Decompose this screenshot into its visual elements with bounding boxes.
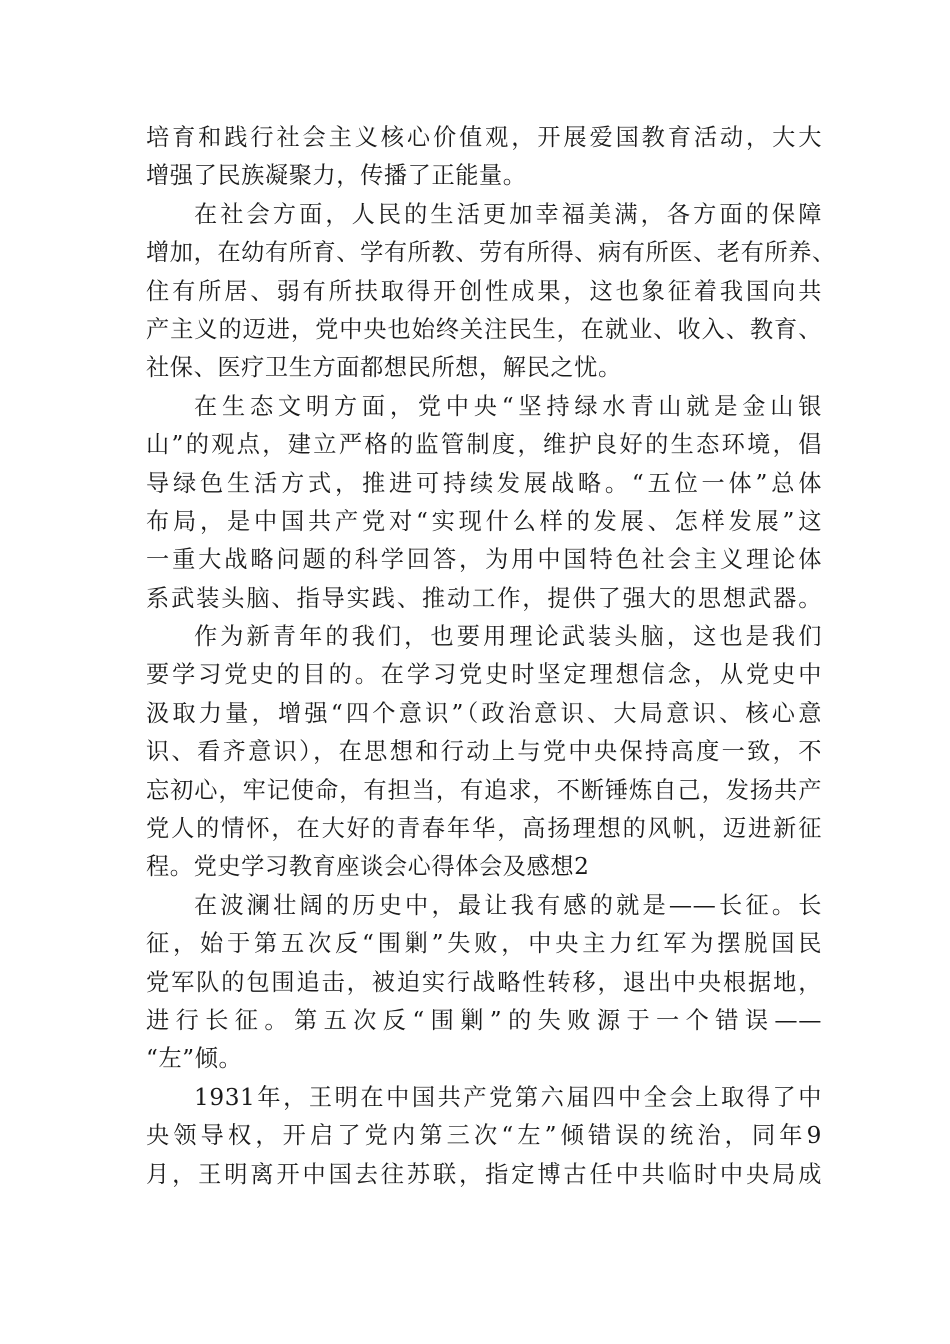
- text-line: 月，王明离开中国去往苏联，指定博古任中共临时中央局成: [146, 1160, 822, 1188]
- paragraph-start-line: 1931年，王明在中国共产党第六届四中全会上取得了中: [194, 1083, 822, 1111]
- text-line: 增加，在幼有所育、学有所教、劳有所得、病有所医、老有所养、: [146, 239, 836, 267]
- text-line: 布局，是中国共产党对“实现什么样的发展、怎样发展”这: [146, 507, 822, 535]
- text-line: 进行长征。第五次反“围剿”的失败源于一个错误——: [146, 1006, 822, 1034]
- text-line: 党军队的包围追击，被迫实行战略性转移，退出中央根据地，: [146, 968, 822, 996]
- paragraph-start-line: 作为新青年的我们，也要用理论武装头脑，这也是我们: [194, 623, 822, 651]
- text-line: 汲取力量，增强“四个意识”（政治意识、大局意识、核心意: [146, 699, 822, 727]
- text-line: 程。党史学习教育座谈会心得体会及感想2: [146, 853, 590, 881]
- text-line: “左”倾。: [146, 1045, 243, 1073]
- text-line: 党人的情怀，在大好的青春年华，高扬理想的风帆，迈进新征: [146, 815, 822, 843]
- text-line: 住有所居、弱有所扶取得开创性成果，这也象征着我国向共: [146, 277, 822, 305]
- paragraph-start-line: 在生态文明方面，党中央“坚持绿水青山就是金山银: [194, 392, 822, 420]
- text-line: 识、看齐意识），在思想和行动上与党中央保持高度一致，不: [146, 738, 822, 766]
- text-line: 产主义的迈进，党中央也始终关注民生，在就业、收入、教育、: [146, 315, 822, 343]
- text-line: 社保、医疗卫生方面都想民所想，解民之忧。: [146, 354, 622, 382]
- text-line: 央领导权，开启了党内第三次“左”倾错误的统治，同年9: [146, 1122, 822, 1150]
- paragraph-start-line: 在波澜壮阔的历史中，最让我有感的就是——长征。长: [194, 891, 822, 919]
- text-line: 征，始于第五次反“围剿”失败，中央主力红军为摆脱国民: [146, 930, 822, 958]
- paragraph-start-line: 在社会方面，人民的生活更加幸福美满，各方面的保障: [194, 200, 822, 228]
- text-line: 系武装头脑、指导实践、推动工作，提供了强大的思想武器。: [146, 584, 822, 612]
- text-line: 一重大战略问题的科学回答，为用中国特色社会主义理论体: [146, 546, 822, 574]
- document-page: [146, 119, 836, 1194]
- text-line: 培育和践行社会主义核心价值观，开展爱国教育活动，大大: [146, 124, 822, 151]
- text-line: 要学习党史的目的。在学习党史时坚定理想信念，从党史中: [146, 661, 822, 689]
- text-line: 忘初心，牢记使命，有担当，有追求，不断锤炼自己，发扬共产: [146, 776, 822, 804]
- text-line: 导绿色生活方式，推进可持续发展战略。“五位一体”总体: [146, 469, 822, 497]
- text-line: 增强了民族凝聚力，传播了正能量。: [146, 162, 527, 190]
- text-line: 山”的观点，建立严格的监管制度，维护良好的生态环境，倡: [146, 431, 822, 459]
